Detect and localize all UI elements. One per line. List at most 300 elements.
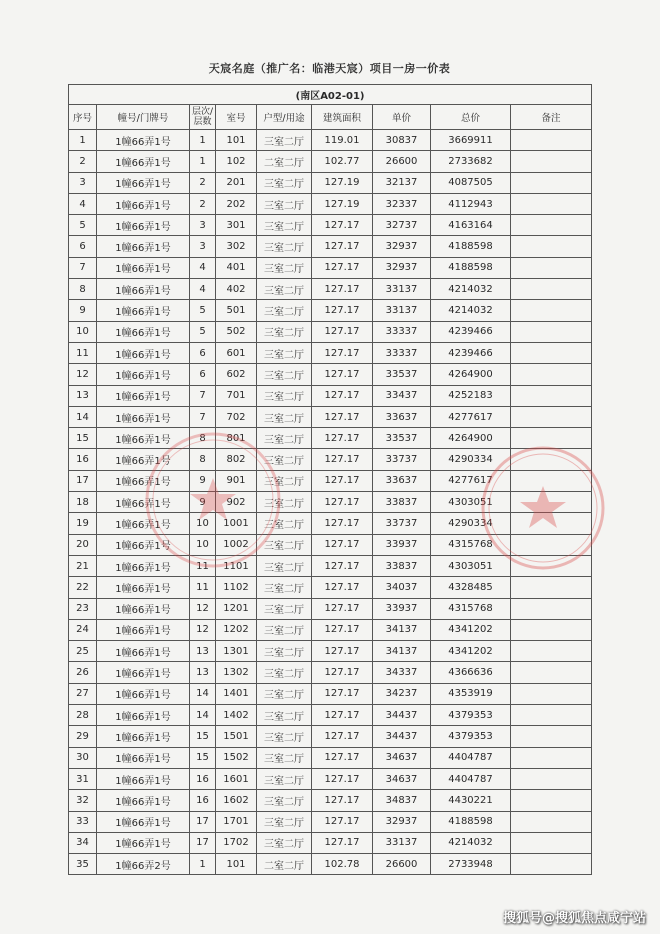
table-row: [69, 364, 592, 385]
cell-floor: 16: [190, 790, 216, 811]
header-total-price: 总价: [431, 105, 511, 130]
cell-floor: 11: [190, 577, 216, 598]
table-row: [69, 577, 592, 598]
cell-remark: [511, 726, 592, 747]
cell-building: 1幢66弄1号: [97, 172, 190, 193]
table-row: [69, 193, 592, 214]
cell-total-price: 4264900: [431, 428, 511, 449]
cell-area: 127.19: [312, 172, 373, 193]
cell-room: 1602: [216, 790, 257, 811]
cell-floor: 3: [190, 215, 216, 236]
cell-unit-price: 34137: [373, 619, 431, 640]
cell-building: 1幢66弄1号: [97, 321, 190, 342]
cell-layout: 三室二厅: [257, 193, 312, 214]
cell-layout: 三室二厅: [257, 492, 312, 513]
cell-total-price: 4379353: [431, 726, 511, 747]
cell-unit-price: 32737: [373, 215, 431, 236]
cell-unit-price: 34837: [373, 790, 431, 811]
cell-building: 1幢66弄1号: [97, 449, 190, 470]
cell-building: 1幢66弄1号: [97, 193, 190, 214]
table-row: [69, 832, 592, 853]
cell-layout: 三室二厅: [257, 726, 312, 747]
cell-room: 401: [216, 257, 257, 278]
header-index: 序号: [69, 105, 97, 130]
cell-area: 127.17: [312, 747, 373, 768]
table-row: [69, 151, 592, 172]
cell-room: 402: [216, 279, 257, 300]
table-row: [69, 790, 592, 811]
cell-floor: 3: [190, 236, 216, 257]
cell-area: 127.17: [312, 555, 373, 576]
cell-floor: 4: [190, 257, 216, 278]
cell-remark: [511, 534, 592, 555]
cell-remark: [511, 130, 592, 151]
cell-index: 30: [69, 747, 97, 768]
cell-unit-price: 33737: [373, 449, 431, 470]
cell-floor: 17: [190, 832, 216, 853]
cell-remark: [511, 449, 592, 470]
cell-layout: 三室二厅: [257, 215, 312, 236]
cell-room: 602: [216, 364, 257, 385]
cell-area: 127.17: [312, 705, 373, 726]
cell-room: 1702: [216, 832, 257, 853]
cell-index: 14: [69, 406, 97, 427]
cell-index: 32: [69, 790, 97, 811]
cell-area: 127.17: [312, 364, 373, 385]
cell-floor: 14: [190, 705, 216, 726]
cell-remark: [511, 790, 592, 811]
table-row: [69, 662, 592, 683]
cell-layout: 三室二厅: [257, 832, 312, 853]
cell-total-price: 4290334: [431, 513, 511, 534]
cell-building: 1幢66弄1号: [97, 619, 190, 640]
cell-room: 1401: [216, 683, 257, 704]
cell-unit-price: 26600: [373, 854, 431, 875]
cell-remark: [511, 257, 592, 278]
cell-building: 1幢66弄1号: [97, 257, 190, 278]
cell-building: 1幢66弄1号: [97, 811, 190, 832]
cell-room: 102: [216, 151, 257, 172]
cell-remark: [511, 492, 592, 513]
cell-floor: 7: [190, 385, 216, 406]
cell-index: 11: [69, 342, 97, 363]
cell-building: 1幢66弄1号: [97, 492, 190, 513]
cell-area: 127.17: [312, 619, 373, 640]
cell-room: 1101: [216, 555, 257, 576]
cell-floor: 12: [190, 619, 216, 640]
cell-floor: 5: [190, 300, 216, 321]
cell-layout: 三室二厅: [257, 428, 312, 449]
cell-building: 1幢66弄1号: [97, 342, 190, 363]
table-row: [69, 130, 592, 151]
cell-layout: 三室二厅: [257, 513, 312, 534]
cell-total-price: 4087505: [431, 172, 511, 193]
header-remarks: 备注: [511, 105, 592, 130]
cell-total-price: 4188598: [431, 236, 511, 257]
cell-layout: 三室二厅: [257, 768, 312, 789]
cell-area: 127.17: [312, 726, 373, 747]
cell-total-price: 4366636: [431, 662, 511, 683]
cell-remark: [511, 705, 592, 726]
table-row: [69, 641, 592, 662]
cell-remark: [511, 342, 592, 363]
table-row: [69, 215, 592, 236]
cell-index: 4: [69, 193, 97, 214]
cell-area: 127.17: [312, 449, 373, 470]
cell-layout: 三室二厅: [257, 236, 312, 257]
cell-remark: [511, 172, 592, 193]
cell-area: 127.17: [312, 342, 373, 363]
cell-total-price: 4430221: [431, 790, 511, 811]
cell-index: 5: [69, 215, 97, 236]
cell-building: 1幢66弄1号: [97, 577, 190, 598]
cell-total-price: 4239466: [431, 342, 511, 363]
header-floor: 层次/层数: [190, 105, 216, 130]
cell-unit-price: 34237: [373, 683, 431, 704]
cell-remark: [511, 555, 592, 576]
cell-area: 127.17: [312, 598, 373, 619]
cell-layout: 三室二厅: [257, 577, 312, 598]
cell-room: 202: [216, 193, 257, 214]
cell-unit-price: 32937: [373, 236, 431, 257]
cell-remark: [511, 832, 592, 853]
table-row: [69, 257, 592, 278]
cell-index: 34: [69, 832, 97, 853]
cell-building: 1幢66弄1号: [97, 662, 190, 683]
cell-room: 801: [216, 428, 257, 449]
cell-remark: [511, 470, 592, 491]
table-row: [69, 726, 592, 747]
cell-room: 702: [216, 406, 257, 427]
cell-area: 102.78: [312, 854, 373, 875]
table-row: [69, 385, 592, 406]
cell-remark: [511, 683, 592, 704]
cell-layout: 三室二厅: [257, 279, 312, 300]
table-row: [69, 172, 592, 193]
cell-index: 7: [69, 257, 97, 278]
cell-layout: 三室二厅: [257, 619, 312, 640]
cell-room: 1601: [216, 768, 257, 789]
cell-floor: 7: [190, 406, 216, 427]
cell-area: 127.17: [312, 321, 373, 342]
cell-total-price: 4214032: [431, 832, 511, 853]
cell-total-price: 4341202: [431, 641, 511, 662]
cell-unit-price: 30837: [373, 130, 431, 151]
cell-floor: 16: [190, 768, 216, 789]
cell-total-price: 2733948: [431, 854, 511, 875]
cell-unit-price: 34337: [373, 662, 431, 683]
cell-layout: 三室二厅: [257, 662, 312, 683]
cell-index: 18: [69, 492, 97, 513]
cell-total-price: 4315768: [431, 534, 511, 555]
cell-remark: [511, 513, 592, 534]
cell-floor: 8: [190, 449, 216, 470]
table-row: [69, 683, 592, 704]
cell-area: 127.17: [312, 385, 373, 406]
cell-room: 1501: [216, 726, 257, 747]
cell-floor: 10: [190, 513, 216, 534]
header-unit-price: 单价: [373, 105, 431, 130]
table-row: [69, 492, 592, 513]
table-row: [69, 279, 592, 300]
cell-floor: 14: [190, 683, 216, 704]
cell-building: 1幢66弄1号: [97, 279, 190, 300]
cell-remark: [511, 279, 592, 300]
header-room: 室号: [216, 105, 257, 130]
cell-index: 1: [69, 130, 97, 151]
cell-total-price: 4379353: [431, 705, 511, 726]
cell-unit-price: 32937: [373, 811, 431, 832]
table-row: [69, 534, 592, 555]
cell-remark: [511, 577, 592, 598]
cell-building: 1幢66弄1号: [97, 300, 190, 321]
cell-remark: [511, 300, 592, 321]
cell-total-price: 4303051: [431, 492, 511, 513]
cell-floor: 2: [190, 193, 216, 214]
cell-unit-price: 33437: [373, 385, 431, 406]
cell-room: 1102: [216, 577, 257, 598]
cell-unit-price: 33637: [373, 470, 431, 491]
cell-total-price: 4277617: [431, 470, 511, 491]
cell-room: 301: [216, 215, 257, 236]
cell-index: 12: [69, 364, 97, 385]
table-row: [69, 555, 592, 576]
cell-layout: 三室二厅: [257, 406, 312, 427]
header-layout: 户型/用途: [257, 105, 312, 130]
cell-area: 127.19: [312, 193, 373, 214]
table-row: [69, 513, 592, 534]
cell-room: 802: [216, 449, 257, 470]
table-row: [69, 598, 592, 619]
cell-remark: [511, 854, 592, 875]
cell-layout: 三室二厅: [257, 598, 312, 619]
cell-building: 1幢66弄1号: [97, 683, 190, 704]
cell-index: 6: [69, 236, 97, 257]
cell-unit-price: 26600: [373, 151, 431, 172]
cell-room: 1301: [216, 641, 257, 662]
cell-room: 1701: [216, 811, 257, 832]
table-row: [69, 236, 592, 257]
cell-room: 502: [216, 321, 257, 342]
cell-total-price: 4341202: [431, 619, 511, 640]
cell-layout: 三室二厅: [257, 747, 312, 768]
cell-area: 127.17: [312, 641, 373, 662]
cell-index: 8: [69, 279, 97, 300]
cell-total-price: 4303051: [431, 555, 511, 576]
cell-remark: [511, 364, 592, 385]
cell-layout: 三室二厅: [257, 257, 312, 278]
cell-unit-price: 34637: [373, 768, 431, 789]
cell-floor: 1: [190, 151, 216, 172]
cell-room: 601: [216, 342, 257, 363]
cell-room: 1201: [216, 598, 257, 619]
table-subtitle: (南区A02-01): [69, 85, 592, 105]
cell-remark: [511, 385, 592, 406]
cell-room: 901: [216, 470, 257, 491]
cell-unit-price: 33537: [373, 428, 431, 449]
table-row: [69, 449, 592, 470]
cell-layout: 三室二厅: [257, 385, 312, 406]
cell-index: 13: [69, 385, 97, 406]
watermark: 搜狐号@搜狐焦点咸宁站: [502, 911, 646, 926]
cell-unit-price: 33337: [373, 342, 431, 363]
cell-area: 127.17: [312, 832, 373, 853]
cell-remark: [511, 321, 592, 342]
cell-layout: 三室二厅: [257, 683, 312, 704]
cell-index: 31: [69, 768, 97, 789]
cell-remark: [511, 598, 592, 619]
cell-total-price: 4214032: [431, 300, 511, 321]
cell-layout: 三室二厅: [257, 555, 312, 576]
cell-room: 201: [216, 172, 257, 193]
cell-index: 29: [69, 726, 97, 747]
cell-floor: 9: [190, 492, 216, 513]
cell-unit-price: 34437: [373, 726, 431, 747]
cell-layout: 三室二厅: [257, 470, 312, 491]
cell-index: 15: [69, 428, 97, 449]
cell-building: 1幢66弄1号: [97, 790, 190, 811]
cell-room: 902: [216, 492, 257, 513]
cell-room: 1202: [216, 619, 257, 640]
cell-total-price: 3669911: [431, 130, 511, 151]
cell-unit-price: 33837: [373, 555, 431, 576]
cell-floor: 15: [190, 747, 216, 768]
cell-index: 28: [69, 705, 97, 726]
cell-layout: 三室二厅: [257, 364, 312, 385]
cell-unit-price: 33137: [373, 832, 431, 853]
cell-room: 701: [216, 385, 257, 406]
cell-area: 127.17: [312, 428, 373, 449]
cell-building: 1幢66弄1号: [97, 555, 190, 576]
cell-building: 1幢66弄1号: [97, 832, 190, 853]
cell-area: 119.01: [312, 130, 373, 151]
table-row: [69, 619, 592, 640]
cell-remark: [511, 619, 592, 640]
cell-remark: [511, 662, 592, 683]
cell-area: 127.17: [312, 257, 373, 278]
cell-remark: [511, 641, 592, 662]
cell-building: 1幢66弄1号: [97, 768, 190, 789]
cell-unit-price: 33737: [373, 513, 431, 534]
cell-unit-price: 32337: [373, 193, 431, 214]
table-row: [69, 428, 592, 449]
cell-remark: [511, 747, 592, 768]
cell-index: 3: [69, 172, 97, 193]
cell-building: 1幢66弄1号: [97, 747, 190, 768]
cell-index: 16: [69, 449, 97, 470]
cell-building: 1幢66弄1号: [97, 726, 190, 747]
page-title: 天宸名庭（推广名：临港天宸）项目一房一价表: [208, 62, 451, 75]
cell-unit-price: 34037: [373, 577, 431, 598]
cell-area: 127.17: [312, 534, 373, 555]
cell-room: 1001: [216, 513, 257, 534]
cell-unit-price: 34637: [373, 747, 431, 768]
cell-floor: 13: [190, 641, 216, 662]
cell-floor: 10: [190, 534, 216, 555]
cell-room: 1402: [216, 705, 257, 726]
cell-area: 127.17: [312, 683, 373, 704]
cell-building: 1幢66弄1号: [97, 598, 190, 619]
cell-area: 127.17: [312, 662, 373, 683]
header-area: 建筑面积: [312, 105, 373, 130]
cell-unit-price: 34137: [373, 641, 431, 662]
cell-index: 22: [69, 577, 97, 598]
cell-layout: 二室二厅: [257, 854, 312, 875]
cell-layout: 三室二厅: [257, 342, 312, 363]
cell-building: 1幢66弄1号: [97, 236, 190, 257]
cell-layout: 三室二厅: [257, 321, 312, 342]
cell-floor: 8: [190, 428, 216, 449]
cell-total-price: 4353919: [431, 683, 511, 704]
cell-area: 127.17: [312, 236, 373, 257]
cell-unit-price: 33337: [373, 321, 431, 342]
cell-floor: 1: [190, 854, 216, 875]
cell-room: 302: [216, 236, 257, 257]
cell-area: 127.17: [312, 768, 373, 789]
cell-unit-price: 33137: [373, 279, 431, 300]
cell-unit-price: 33137: [373, 300, 431, 321]
cell-floor: 9: [190, 470, 216, 491]
cell-floor: 6: [190, 364, 216, 385]
table-row: [69, 747, 592, 768]
cell-total-price: 4252183: [431, 385, 511, 406]
cell-total-price: 4315768: [431, 598, 511, 619]
cell-unit-price: 34437: [373, 705, 431, 726]
table-row: [69, 300, 592, 321]
cell-index: 23: [69, 598, 97, 619]
cell-building: 1幢66弄1号: [97, 470, 190, 491]
cell-unit-price: 32937: [373, 257, 431, 278]
cell-unit-price: 33637: [373, 406, 431, 427]
cell-layout: 三室二厅: [257, 130, 312, 151]
cell-building: 1幢66弄1号: [97, 428, 190, 449]
cell-total-price: 4264900: [431, 364, 511, 385]
cell-room: 1002: [216, 534, 257, 555]
header-building: 幢号/门牌号: [97, 105, 190, 130]
cell-layout: 三室二厅: [257, 172, 312, 193]
cell-floor: 17: [190, 811, 216, 832]
cell-unit-price: 33837: [373, 492, 431, 513]
cell-index: 9: [69, 300, 97, 321]
cell-area: 127.17: [312, 279, 373, 300]
cell-room: 101: [216, 130, 257, 151]
cell-area: 127.17: [312, 513, 373, 534]
cell-area: 127.17: [312, 811, 373, 832]
cell-room: 101: [216, 854, 257, 875]
cell-total-price: 2733682: [431, 151, 511, 172]
cell-unit-price: 33937: [373, 598, 431, 619]
cell-remark: [511, 406, 592, 427]
cell-index: 10: [69, 321, 97, 342]
cell-area: 127.17: [312, 406, 373, 427]
table-row: [69, 811, 592, 832]
cell-building: 1幢66弄1号: [97, 513, 190, 534]
cell-index: 20: [69, 534, 97, 555]
cell-remark: [511, 215, 592, 236]
cell-building: 1幢66弄1号: [97, 705, 190, 726]
cell-floor: 2: [190, 172, 216, 193]
cell-building: 1幢66弄2号: [97, 854, 190, 875]
cell-floor: 13: [190, 662, 216, 683]
cell-unit-price: 33537: [373, 364, 431, 385]
cell-index: 25: [69, 641, 97, 662]
cell-index: 24: [69, 619, 97, 640]
cell-layout: 三室二厅: [257, 449, 312, 470]
cell-building: 1幢66弄1号: [97, 215, 190, 236]
cell-floor: 5: [190, 321, 216, 342]
cell-floor: 1: [190, 130, 216, 151]
cell-area: 102.77: [312, 151, 373, 172]
